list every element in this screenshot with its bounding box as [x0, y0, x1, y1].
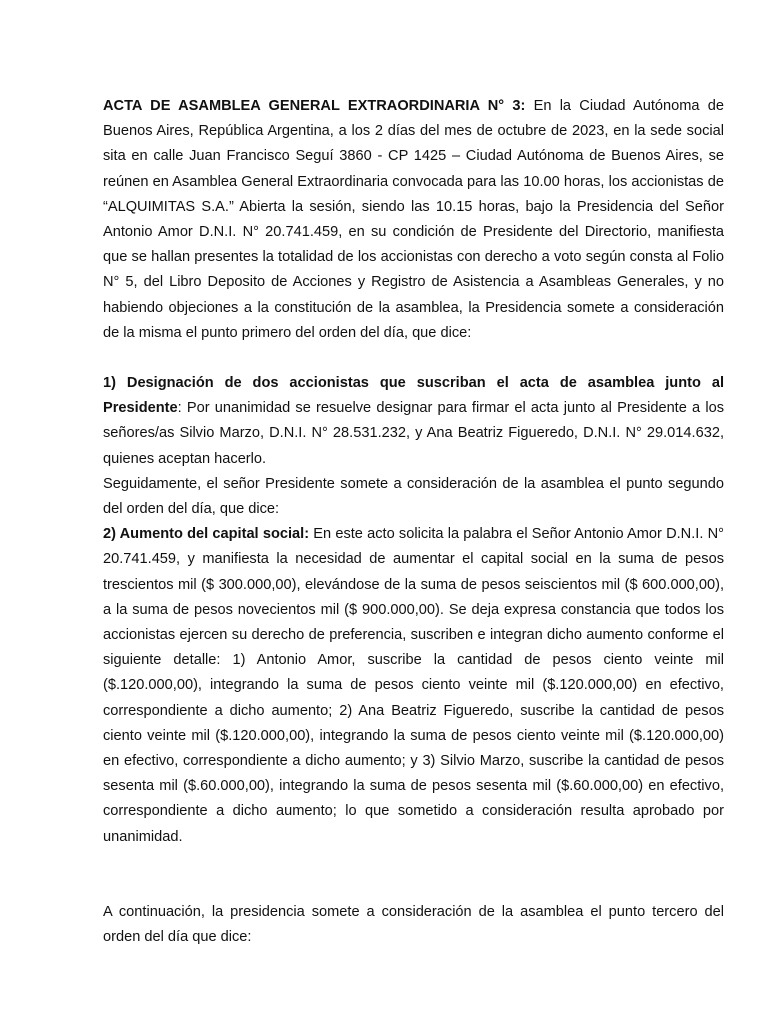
act-heading: ACTA DE ASAMBLEA GENERAL EXTRAORDINARIA N° 3:	[103, 98, 526, 114]
continuation-text: A continuación, la presidencia somete a consideración de la asamblea el punto tercero del orden del día que dice:	[103, 903, 724, 946]
opening-text: En la Ciudad Autónoma de Buenos Aires, República Argentina, a los 2 días del mes de octubre de 2023, en la sede social sita en calle Juan Francisco Seguí 3860 - CP 1425 – Ciudad Autónoma de Buenos Aires, se reúnen en Asamblea General Extraordinaria convocada para las 10.00 horas, los accionistas de “ALQUIMITAS S.A.” Abierta la sesión, siendo las 10.15 horas, bajo la Presidencia del Señor Antonio Amor D.N.I. N° 20.741.459, en su condición de Presidente del Directorio, manifiesta que se hallan presentes la totalidad de los accionistas con derecho a voto según consta al Folio N° 5, del Libro Deposito de Acciones y Registro de Asistencia a Asambleas Generales, y no habiendo objeciones a la constitución de la asamblea, la Presidencia somete a consideración de la misma el punto primero del orden del día, que dice:	[103, 98, 724, 341]
paragraph-item-1	[103, 371, 724, 472]
transition-text: Seguidamente, el señor Presidente somete a consideración de la asamblea el punto segundo del orden del día, que dice:	[103, 475, 724, 518]
document-page	[103, 94, 724, 950]
spacer	[103, 850, 724, 900]
paragraph-opening	[103, 94, 724, 346]
paragraph-item-2	[103, 522, 724, 850]
paragraph-transition	[103, 472, 724, 522]
item-1-heading: 1) Designación de dos accionistas que suscriban el acta de asamblea junto al Presidente	[103, 375, 724, 417]
spacer	[103, 346, 724, 371]
item-2-heading: 2) Aumento del capital social:	[103, 526, 310, 543]
paragraph-continuation	[103, 900, 724, 950]
item-1-text: : Por unanimidad se resuelve designar para firmar el acta junto al Presidente a los señores/as Silvio Marzo, D.N.I. N° 28.531.232, y Ana Beatriz Figueredo, D.N.I. N° 29.014.632, quienes aceptan hacerlo.	[103, 400, 724, 467]
item-2-text: En este acto solicita la palabra el Señor Antonio Amor D.N.I. N° 20.741.459, y manifiesta la necesidad de aumentar el capital social en la suma de pesos trescientos mil ($ 300.000,00), elevándose de la suma de pesos seiscientos mil ($ 600.000,00), a la suma de pesos novecientos mil ($ 900.000,00). Se deja expresa constancia que todos los accionistas ejercen su derecho de preferencia, suscriben e integran dicho aumento conforme el siguiente detalle: 1) Antonio Amor, suscribe la cantidad de pesos ciento veinte mil ($.120.000,00), integrando la suma de pesos ciento veinte mil ($.120.000,00) en efectivo, correspondiente a dicho aumento; 2) Ana Beatriz Figueredo, suscribe la cantidad de pesos ciento veinte mil ($.120.000,00), integrando la suma de pesos ciento veinte mil ($.120.000,00) en efectivo, correspondiente a dicho aumento; y 3) Silvio Marzo, suscribe la cantidad de pesos sesenta mil ($.60.000,00), integrando la suma de pesos sesenta mil ($.60.000,00) en efectivo, correspondiente a dicho aumento; lo que sometido a consideración resulta aprobado por unanimidad.	[103, 526, 724, 845]
